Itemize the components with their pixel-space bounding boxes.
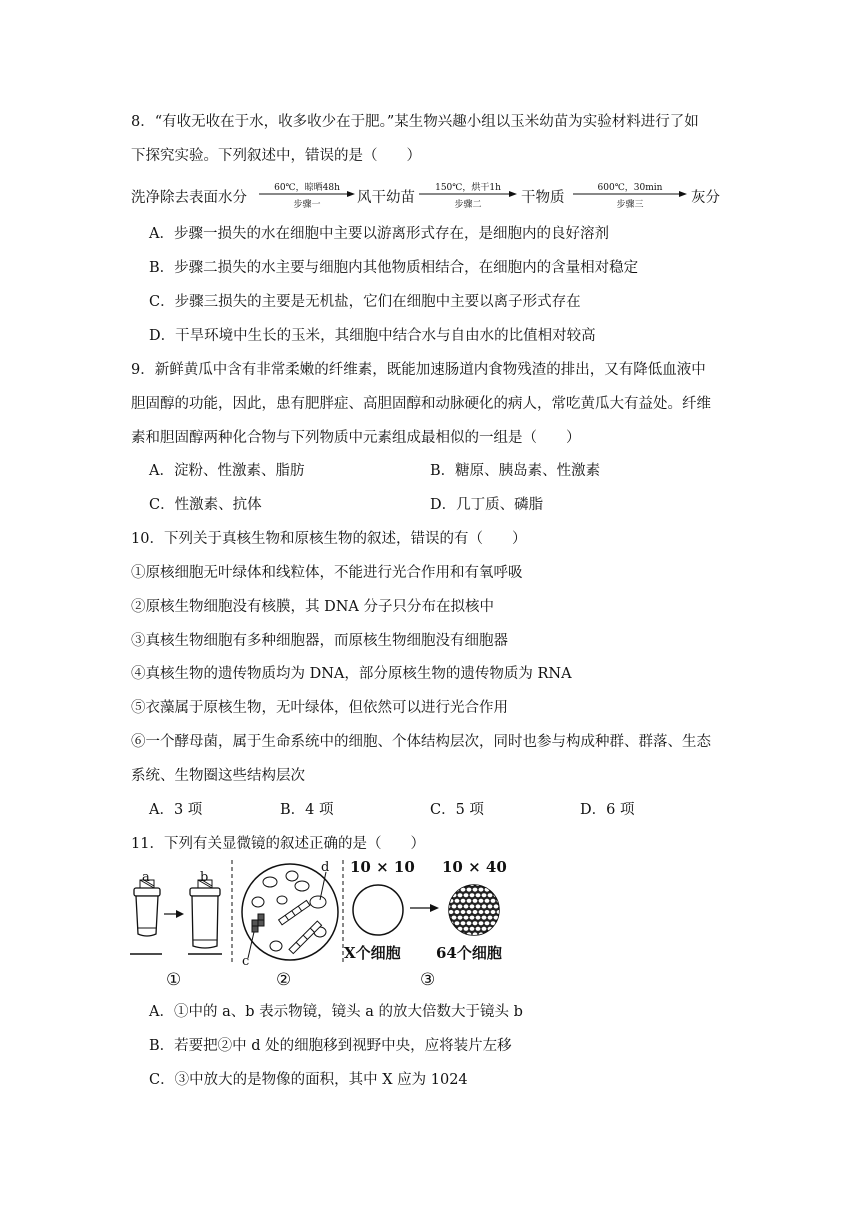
q11-option-c: C．③中放大的是物像的面积，其中 X 应为 1024 [149, 1072, 468, 1088]
q9-option-a: A．淀粉、性激素、脂肪 [149, 463, 305, 479]
q10-item-3: ③真核生物细胞有多种细胞器，而原核生物细胞没有细胞器 [131, 633, 508, 649]
flow-arrow-step2 [419, 182, 517, 210]
q8-stem-line2: 下探究实验。下列叙述中，错误的是（ ） [131, 148, 421, 164]
q9-option-d: D．几丁质、磷脂 [430, 497, 544, 513]
q8-option-d: D．干旱环境中生长的玉米，其细胞中结合水与自由水的比值相对较高 [149, 328, 596, 344]
q9-stem-line2: 胆固醇的功能，因此，患有肥胖症、高胆固醇和动脉硬化的病人，常吃黄瓜大有益处。纤维 [131, 396, 711, 412]
flow-start: 洗净除去表面水分 [131, 190, 247, 206]
lens-label-b: b [200, 870, 209, 885]
flow-arrow-step1-label: 步骤一 [293, 200, 321, 210]
flow-arrow-step2-condition: 150℃，烘干1h [435, 183, 501, 193]
q9-stem-line3: 素和胆固醇两种化合物与下列物质中元素组成最相似的一组是（ ） [131, 430, 581, 446]
q10-option-d: D．6 项 [580, 802, 635, 818]
q9-option-b: B．糖原、胰岛素、性激素 [430, 463, 601, 479]
q9-stem-line1: 9．新鲜黄瓜中含有非常柔嫩的纤维素，既能加速肠道内食物残渣的排出，又有降低血液中 [131, 362, 706, 378]
q8-option-b: B．步骤二损失的水主要与细胞内其他物质相结合，在细胞内的含量相对稳定 [149, 260, 639, 276]
cell-count-low: X个细胞 [344, 944, 401, 962]
q11-microscope-figure [128, 858, 518, 988]
arrow-right-icon [410, 902, 440, 914]
panel-number-3: ③ [420, 970, 436, 990]
q8-stem-line1: 8．“有收无收在于水，收多收少在于肥。”某生物兴趣小组以玉米幼苗为实验材料进行了如 [131, 114, 699, 130]
flow-dry-matter: 干物质 [521, 190, 565, 206]
q10-stem: 10．下列关于真核生物和原核生物的叙述，错误的有（ ） [131, 531, 527, 547]
q10-option-a: A．3 项 [149, 802, 203, 818]
flow-dried-seedling: 风干幼苗 [357, 190, 415, 206]
q10-option-c: C．5 项 [430, 802, 484, 818]
flow-arrow-step2-label: 步骤二 [454, 200, 482, 210]
q11-option-a: A．①中的 a、b 表示物镜，镜头 a 的放大倍数大于镜头 b [149, 1004, 523, 1020]
low-power-view-icon [350, 880, 410, 940]
q10-item-2: ②原核生物细胞没有核膜，其 DNA 分子只分布在拟核中 [131, 599, 495, 615]
q8-flow-diagram [131, 182, 731, 210]
q10-item-1: ①原核细胞无叶绿体和线粒体，不能进行光合作用和有氧呼吸 [131, 565, 523, 581]
q10-item-5: ⑤衣藻属于原核生物，无叶绿体，但依然可以进行光合作用 [131, 700, 508, 716]
q10-option-b: B．4 项 [280, 802, 334, 818]
flow-arrow-step3 [573, 182, 687, 210]
cell-label-d: d [321, 860, 330, 875]
q8-option-c: C．步骤三损失的主要是无机盐，它们在细胞中主要以离子形式存在 [149, 294, 581, 310]
flow-arrow-step1 [259, 182, 355, 210]
flow-arrow-step3-condition: 600℃，30min [597, 183, 663, 193]
q10-item-6-line1: ⑥一个酵母菌，属于生命系统中的细胞、个体结构层次，同时也参与构成种群、群落、生态 [131, 734, 711, 750]
field-of-view-icon [236, 858, 356, 968]
q8-option-a: A．步骤一损失的水在细胞中主要以游离形式存在，是细胞内的良好溶剂 [149, 226, 609, 242]
cell-label-c: c [242, 954, 250, 969]
magnification-low: 10 × 10 [350, 858, 415, 876]
high-power-view-icon [444, 880, 504, 940]
flow-arrow-step1-condition: 60℃，晾晒48h [274, 183, 340, 193]
panel-number-1: ① [166, 970, 182, 990]
panel-number-2: ② [276, 970, 292, 990]
q9-option-c: C．性激素、抗体 [149, 497, 262, 513]
flow-ash: 灰分 [691, 190, 720, 206]
cell-count-high: 64个细胞 [436, 944, 502, 962]
lens-label-a: a [142, 870, 150, 885]
q10-item-6-line2: 系统、生物圈这些结构层次 [131, 768, 305, 784]
flow-arrow-step3-label: 步骤三 [616, 200, 644, 210]
q11-stem: 11．下列有关显微镜的叙述正确的是（ ） [131, 836, 425, 852]
q11-option-b: B．若要把②中 d 处的细胞移到视野中央，应将装片左移 [149, 1038, 512, 1054]
q10-item-4: ④真核生物的遗传物质均为 DNA，部分原核生物的遗传物质为 RNA [131, 666, 572, 682]
magnification-high: 10 × 40 [442, 858, 507, 876]
